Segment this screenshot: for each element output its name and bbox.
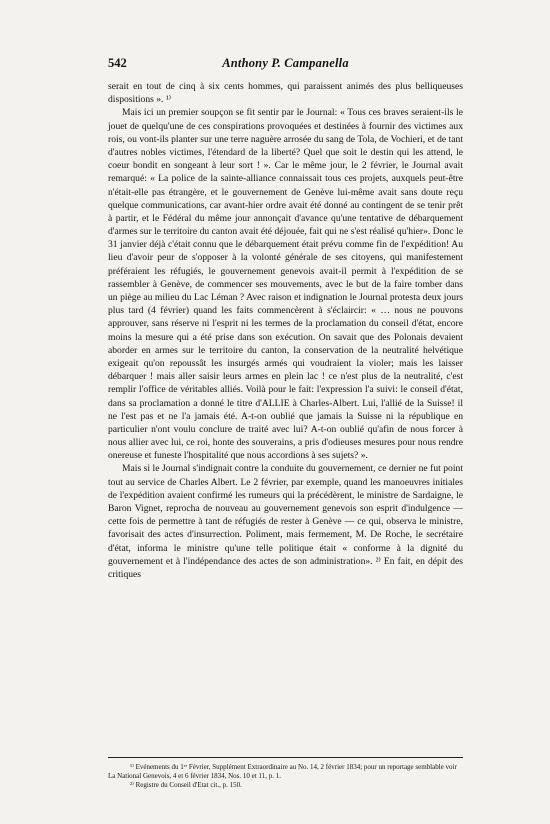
footnote-2: ²⁾ Registre du Conseil d'Etat cit., p. 150. bbox=[130, 781, 242, 789]
paragraph-1: serait en tout de cinq à six cents hommes, qui paraissent animés des plus belliqueuses dispositions ». ¹⁾ bbox=[108, 81, 463, 106]
page-number: 542 bbox=[108, 56, 127, 70]
running-head: Anthony P. Campanella bbox=[222, 56, 349, 70]
page-header bbox=[108, 56, 463, 72]
footnotes bbox=[108, 757, 463, 790]
footnote-1: ¹⁾ Evénements du 1ᵉʳ Février, Supplément Extraordinaire au No. 14, 2 février 1834; pour un reportage semblable voir La National Genevois, 4 et 6 février 1834, Nos. 10 et 11, p. 1. bbox=[108, 763, 457, 780]
body-text bbox=[108, 80, 463, 581]
paragraph-2: Mais ici un premier soupçon se fit sentir par le Journal: « Tous ces braves seraient-ils le jouet de quelqu'une de ces conspirations provoquées et destinées à fournir des victimes aux rois, ou vont-ils planter sur une terre naguère arrosée du sang de Tola, de Vochieri, et de tant d'autres nobles victimes, l'étendard de la liberté? Quel que soit le destin qui les attend, le coeur bondit en songeant à leur sort ! ». Car le même jour, le 2 février, le Journal avait remarqué: « La police de la sainte-alliance connaissait tous ces projets, auxquels peut-être n'était-elle pas étrangère, et le gouvernement de Genève lui-même avait sans doute reçu quelque communications, car avant-hier ordre avait été donné au contingent de se tenir prêt à partir, et le Fédéral du même jour annonçait d'avance qu'une tentative de débarquement d'armes sur le territoire du canton avait été déjouée, fait qui ne s'est réalisé qu'hier». Donc le 31 janvier déjà c'était connu que le débarquement était prévu comme fin de l'expédition! Au lieu d'avoir peur de s'opposer à la volonté générale de ses citoyens, qui manifestement préféraient les réfugiés, le gouvernement genevois avait-il permit à l'expédition de se rassembler à Genève, de commencer ses mouvements, avec le but de la faire tomber dans un piège au milieu du Lac Léman ? Avec raison et indignation le Journal protesta deux jours plus tard (4 février) quand les faits commencèrent à s'éclaircir: « … nous ne pouvons approuver, sans réserve ni l'esprit ni les termes de la proclamation du conseil d'état, encore moins la mesure qui a été prise dans son exécution. On savait que des Polonais devaient aborder en armes sur le territoire du canton, la conservation de la neutralité helvétique exigeait qu'on repoussât les insurgés armés qui voudraient la violer; mais les laisser débarquer ! mais aller saisir leurs armes en plein lac ! ce n'est plus de la neutralité, c'est remplir l'office de véritables alliés. Voilà pour le fait: l'expression l'a suivi: le conseil d'état, dans sa proclamation a donné le titre d'ALLIE à Charles-Albert. Lui, l'allié de la Suisse! il ne l'est pas et ne l'a jamais été. A-t-on oublié que jamais la Suisse ni la république en particulier n'ont voulu conclure de traité avec lui? A-t-on oublié qu'afin de nous forcer à nous allier avec lui, ce roi, honte des souverains, a pris d'odieuses mesures pour nous rendre onereuse et funeste l'hospitalité que nous accordions à ses sujets? ». bbox=[108, 107, 463, 462]
paragraph-3: Mais si le Journal s'indignait contre la conduite du gouvernement, ce dernier ne fut point tout au service de Charles Albert. Le 2 février, par exemple, quand les manoeuvres initiales de l'expédition avaient confirmé les rumeurs qui la précédèrent, le ministre de Sardaigne, le Baron Vignet, reprocha de nouveau au gouvernement genevois son esprit d'indulgence — cette fois de permettre à tant de réfugiés de rester à Genève — ce qui, observa le ministre, favorisait des actes d'insurrection. Poliment, mais fermement, M. De Roche, le secrétaire d'état, informa le ministre qu'une telle politique était « conforme à la dignité du gouvernement et à l'indépendance des actes de son administration». ²⁾ En fait, en dépit des critiques bbox=[108, 463, 463, 580]
